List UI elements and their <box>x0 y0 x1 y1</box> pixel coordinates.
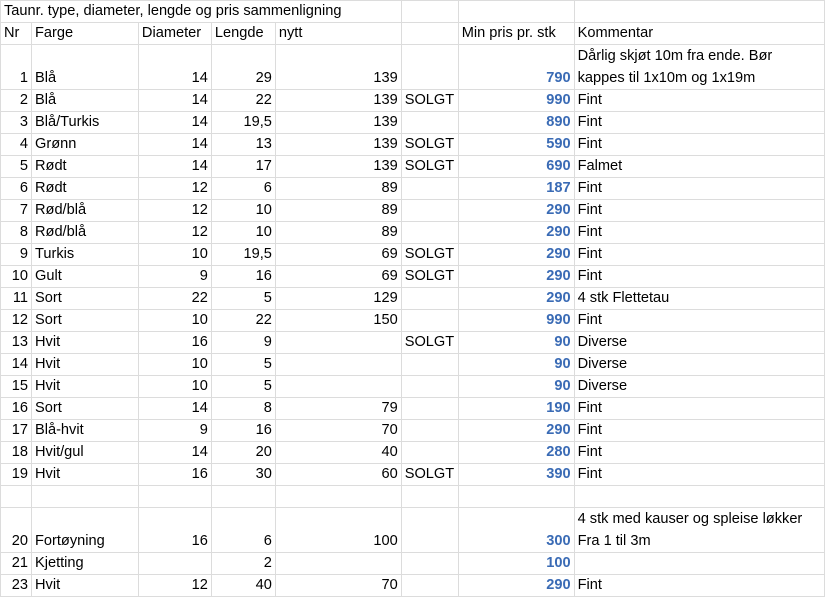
cell-kommentar[interactable]: Fint <box>574 112 824 134</box>
cell-diameter[interactable] <box>138 486 211 508</box>
cell-status[interactable]: SOLGT <box>401 332 458 354</box>
cell-diameter[interactable]: 14 <box>138 156 211 178</box>
cell-farge[interactable]: Grønn <box>31 134 138 156</box>
cell-nr[interactable]: 18 <box>1 442 32 464</box>
cell-nytt[interactable]: 139 <box>275 134 401 156</box>
cell-diameter[interactable]: 14 <box>138 134 211 156</box>
cell-nr[interactable]: 6 <box>1 178 32 200</box>
cell-nytt[interactable]: 139 <box>275 156 401 178</box>
table-row <box>1 90 825 112</box>
cell-nytt[interactable]: 139 <box>275 45 401 90</box>
sheet-title[interactable]: Taunr. type, diameter, lengde og pris sammenligning <box>1 1 402 23</box>
cell-nytt[interactable] <box>275 354 401 376</box>
cell-status[interactable]: SOLGT <box>401 90 458 112</box>
cell-lengde[interactable]: 6 <box>211 178 275 200</box>
cell-nr[interactable]: 21 <box>1 553 32 575</box>
cell-lengde[interactable]: 40 <box>211 575 275 597</box>
cell-farge[interactable]: Gult <box>31 266 138 288</box>
cell-diameter[interactable]: 12 <box>138 178 211 200</box>
header-farge[interactable]: Farge <box>31 23 138 45</box>
cell-kommentar[interactable]: Fint <box>574 266 824 288</box>
cell-farge[interactable]: Sort <box>31 310 138 332</box>
cell-kommentar[interactable]: Diverse <box>574 332 824 354</box>
cell-nr[interactable]: 13 <box>1 332 32 354</box>
cell-kommentar[interactable]: Falmet <box>574 156 824 178</box>
cell-nytt[interactable]: 79 <box>275 398 401 420</box>
cell-kommentar[interactable] <box>574 486 824 508</box>
cell-farge[interactable] <box>31 486 138 508</box>
cell-nr[interactable]: 7 <box>1 200 32 222</box>
cell-lengde[interactable]: 10 <box>211 200 275 222</box>
cell-min-pris[interactable]: 990 <box>458 310 574 332</box>
cell-farge[interactable]: Rød/blå <box>31 222 138 244</box>
cell-diameter[interactable]: 12 <box>138 575 211 597</box>
cell-diameter[interactable]: 16 <box>138 332 211 354</box>
cell-min-pris[interactable]: 290 <box>458 244 574 266</box>
cell-diameter[interactable]: 14 <box>138 442 211 464</box>
table-row <box>1 486 825 508</box>
cell-lengde[interactable]: 9 <box>211 332 275 354</box>
cell-diameter[interactable]: 9 <box>138 420 211 442</box>
cell-nytt[interactable]: 60 <box>275 464 401 486</box>
cell-nytt[interactable]: 70 <box>275 420 401 442</box>
cell-lengde[interactable]: 13 <box>211 134 275 156</box>
cell-status[interactable] <box>401 508 458 553</box>
cell-farge[interactable]: Turkis <box>31 244 138 266</box>
cell-nytt[interactable] <box>275 486 401 508</box>
cell-diameter[interactable]: 10 <box>138 310 211 332</box>
cell-lengde[interactable]: 16 <box>211 266 275 288</box>
cell-nytt[interactable] <box>275 332 401 354</box>
cell-kommentar[interactable]: Fint <box>574 464 824 486</box>
cell-status[interactable] <box>401 442 458 464</box>
cell-status[interactable]: SOLGT <box>401 266 458 288</box>
table-row <box>1 553 825 575</box>
cell-nytt[interactable]: 129 <box>275 288 401 310</box>
cell-status[interactable] <box>401 45 458 90</box>
cell-farge[interactable]: Fortøyning <box>31 508 138 553</box>
cell-nr[interactable]: 10 <box>1 266 32 288</box>
cell-status[interactable] <box>401 112 458 134</box>
cell-lengde[interactable]: 10 <box>211 222 275 244</box>
cell-min-pris[interactable]: 300 <box>458 508 574 553</box>
header-kommentar[interactable]: Kommentar <box>574 23 824 45</box>
cell-nytt[interactable]: 89 <box>275 200 401 222</box>
cell-farge[interactable]: Rød/blå <box>31 200 138 222</box>
header-nytt[interactable]: nytt <box>275 23 401 45</box>
cell-min-pris[interactable]: 790 <box>458 45 574 90</box>
cell-min-pris[interactable]: 290 <box>458 575 574 597</box>
cell-min-pris[interactable]: 290 <box>458 222 574 244</box>
cell-diameter[interactable]: 10 <box>138 376 211 398</box>
cell-nr[interactable]: 20 <box>1 508 32 553</box>
header-min-pris[interactable]: Min pris pr. stk <box>458 23 574 45</box>
cell-min-pris[interactable]: 690 <box>458 156 574 178</box>
cell-status[interactable]: SOLGT <box>401 244 458 266</box>
cell-nytt[interactable]: 69 <box>275 244 401 266</box>
cell-lengde[interactable]: 29 <box>211 45 275 90</box>
cell-min-pris[interactable]: 100 <box>458 553 574 575</box>
cell-farge[interactable]: Hvit/gul <box>31 442 138 464</box>
cell-kommentar[interactable]: Fint <box>574 575 824 597</box>
cell-farge[interactable]: Blå <box>31 45 138 90</box>
cell-status[interactable] <box>401 310 458 332</box>
cell-nr[interactable]: 19 <box>1 464 32 486</box>
cell-nytt[interactable]: 139 <box>275 90 401 112</box>
cell-farge[interactable]: Hvit <box>31 332 138 354</box>
cell-status[interactable] <box>401 553 458 575</box>
table-row <box>1 178 825 200</box>
cell-lengde[interactable]: 19,5 <box>211 244 275 266</box>
cell-min-pris[interactable]: 390 <box>458 464 574 486</box>
cell-farge[interactable]: Blå <box>31 90 138 112</box>
cell-status[interactable] <box>401 354 458 376</box>
cell-diameter[interactable]: 14 <box>138 90 211 112</box>
cell-lengde[interactable]: 22 <box>211 310 275 332</box>
cell-lengde[interactable]: 20 <box>211 442 275 464</box>
table-row <box>1 156 825 178</box>
cell-nr[interactable]: 8 <box>1 222 32 244</box>
cell-diameter[interactable]: 14 <box>138 45 211 90</box>
cell-farge[interactable]: Sort <box>31 398 138 420</box>
cell-diameter[interactable] <box>138 553 211 575</box>
header-status[interactable] <box>401 23 458 45</box>
cell-diameter[interactable]: 10 <box>138 244 211 266</box>
cell-lengde[interactable]: 22 <box>211 90 275 112</box>
table-row <box>1 376 825 398</box>
cell-kommentar[interactable] <box>574 553 824 575</box>
cell-nytt[interactable]: 89 <box>275 222 401 244</box>
cell-nr[interactable]: 11 <box>1 288 32 310</box>
header-row <box>1 23 825 45</box>
table-row <box>1 266 825 288</box>
cell-farge[interactable]: Hvit <box>31 464 138 486</box>
cell-kommentar[interactable]: Fint <box>574 178 824 200</box>
cell-lengde[interactable]: 17 <box>211 156 275 178</box>
table-row <box>1 442 825 464</box>
cell-farge[interactable]: Hvit <box>31 354 138 376</box>
cell-nytt[interactable]: 150 <box>275 310 401 332</box>
cell-nr[interactable]: 15 <box>1 376 32 398</box>
table-row <box>1 508 825 553</box>
table-row <box>1 244 825 266</box>
cell-min-pris[interactable]: 90 <box>458 332 574 354</box>
cell-lengde[interactable] <box>211 486 275 508</box>
cell-min-pris[interactable]: 280 <box>458 442 574 464</box>
cell-kommentar[interactable]: Fint <box>574 442 824 464</box>
cell-lengde[interactable]: 16 <box>211 420 275 442</box>
cell-lengde[interactable]: 5 <box>211 288 275 310</box>
cell-status[interactable] <box>401 200 458 222</box>
table-row <box>1 134 825 156</box>
cell-diameter[interactable]: 12 <box>138 200 211 222</box>
cell-kommentar[interactable]: Fint <box>574 200 824 222</box>
cell-farge[interactable]: Blå/Turkis <box>31 112 138 134</box>
cell-status[interactable] <box>401 420 458 442</box>
cell-farge[interactable]: Rødt <box>31 178 138 200</box>
cell-min-pris[interactable]: 990 <box>458 90 574 112</box>
cell-lengde[interactable]: 6 <box>211 508 275 553</box>
cell-lengde[interactable]: 5 <box>211 354 275 376</box>
cell-status[interactable]: SOLGT <box>401 134 458 156</box>
cell-nr[interactable]: 14 <box>1 354 32 376</box>
table-row <box>1 222 825 244</box>
cell-kommentar[interactable]: Fint <box>574 222 824 244</box>
table-row <box>1 45 825 90</box>
table-row <box>1 332 825 354</box>
table-row <box>1 112 825 134</box>
cell-nytt[interactable] <box>275 553 401 575</box>
cell-min-pris[interactable]: 187 <box>458 178 574 200</box>
table-row <box>1 464 825 486</box>
header-nr[interactable]: Nr <box>1 23 32 45</box>
cell-nytt[interactable]: 100 <box>275 508 401 553</box>
cell-diameter[interactable]: 9 <box>138 266 211 288</box>
cell-diameter[interactable]: 22 <box>138 288 211 310</box>
table-row <box>1 200 825 222</box>
cell-kommentar[interactable]: Fint <box>574 90 824 112</box>
cell-diameter[interactable]: 16 <box>138 464 211 486</box>
header-lengde[interactable]: Lengde <box>211 23 275 45</box>
cell-farge[interactable]: Sort <box>31 288 138 310</box>
cell-min-pris[interactable] <box>458 486 574 508</box>
cell-diameter[interactable]: 14 <box>138 112 211 134</box>
cell-status[interactable]: SOLGT <box>401 464 458 486</box>
cell-farge[interactable]: Rødt <box>31 156 138 178</box>
cell-kommentar[interactable]: Dårlig skjøt 10m fra ende. Bør kappes til 1x10m og 1x19m <box>574 45 824 90</box>
cell-status[interactable] <box>401 376 458 398</box>
cell-min-pris[interactable]: 290 <box>458 266 574 288</box>
table-row <box>1 354 825 376</box>
cell-status[interactable] <box>401 486 458 508</box>
cell-lengde[interactable]: 30 <box>211 464 275 486</box>
table-row <box>1 420 825 442</box>
cell-kommentar[interactable]: Fint <box>574 398 824 420</box>
table-row <box>1 288 825 310</box>
cell-kommentar[interactable]: Fint <box>574 420 824 442</box>
cell-diameter[interactable]: 12 <box>138 222 211 244</box>
cell-min-pris[interactable]: 90 <box>458 354 574 376</box>
cell-nr[interactable]: 2 <box>1 90 32 112</box>
cell-min-pris[interactable]: 590 <box>458 134 574 156</box>
cell-nr[interactable]: 16 <box>1 398 32 420</box>
cell-kommentar[interactable]: Fint <box>574 134 824 156</box>
title-row <box>1 1 825 23</box>
table-row <box>1 310 825 332</box>
cell-status[interactable]: SOLGT <box>401 156 458 178</box>
cell-nytt[interactable]: 69 <box>275 266 401 288</box>
cell-nytt[interactable]: 40 <box>275 442 401 464</box>
cell-nr[interactable]: 9 <box>1 244 32 266</box>
cell-nr[interactable]: 23 <box>1 575 32 597</box>
cell-nr[interactable]: 1 <box>1 45 32 90</box>
cell-min-pris[interactable]: 290 <box>458 420 574 442</box>
cell-min-pris[interactable]: 890 <box>458 112 574 134</box>
cell-lengde[interactable]: 8 <box>211 398 275 420</box>
cell-kommentar[interactable]: Fint <box>574 310 824 332</box>
cell-lengde[interactable]: 5 <box>211 376 275 398</box>
cell-kommentar[interactable]: Fint <box>574 244 824 266</box>
cell-nr[interactable]: 12 <box>1 310 32 332</box>
cell-nr[interactable] <box>1 486 32 508</box>
table-row <box>1 575 825 597</box>
cell-status[interactable] <box>401 575 458 597</box>
cell-farge[interactable]: Hvit <box>31 575 138 597</box>
cell-nytt[interactable] <box>275 376 401 398</box>
cell-nr[interactable]: 17 <box>1 420 32 442</box>
table-row <box>1 398 825 420</box>
cell-farge[interactable]: Hvit <box>31 376 138 398</box>
cell-lengde[interactable]: 19,5 <box>211 112 275 134</box>
cell-lengde[interactable]: 2 <box>211 553 275 575</box>
cell-status[interactable] <box>401 178 458 200</box>
header-diameter[interactable]: Diameter <box>138 23 211 45</box>
cell-status[interactable] <box>401 222 458 244</box>
cell-kommentar[interactable]: Diverse <box>574 354 824 376</box>
cell-nr[interactable]: 5 <box>1 156 32 178</box>
cell-nytt[interactable]: 70 <box>275 575 401 597</box>
cell-kommentar[interactable]: 4 stk Flettetau <box>574 288 824 310</box>
cell-diameter[interactable]: 10 <box>138 354 211 376</box>
cell-farge[interactable]: Blå-hvit <box>31 420 138 442</box>
cell-min-pris[interactable]: 90 <box>458 376 574 398</box>
cell-diameter[interactable]: 14 <box>138 398 211 420</box>
cell-nytt[interactable]: 139 <box>275 112 401 134</box>
cell-kommentar[interactable]: Diverse <box>574 376 824 398</box>
cell-nr[interactable]: 4 <box>1 134 32 156</box>
cell-diameter[interactable]: 16 <box>138 508 211 553</box>
cell-status[interactable] <box>401 288 458 310</box>
cell-nr[interactable]: 3 <box>1 112 32 134</box>
cell-status[interactable] <box>401 398 458 420</box>
cell-min-pris[interactable]: 290 <box>458 200 574 222</box>
cell-farge[interactable]: Kjetting <box>31 553 138 575</box>
cell-kommentar[interactable]: 4 stk med kauser og spleise løkker Fra 1 til 3m <box>574 508 824 553</box>
cell-min-pris[interactable]: 290 <box>458 288 574 310</box>
cell-nytt[interactable]: 89 <box>275 178 401 200</box>
cell-min-pris[interactable]: 190 <box>458 398 574 420</box>
